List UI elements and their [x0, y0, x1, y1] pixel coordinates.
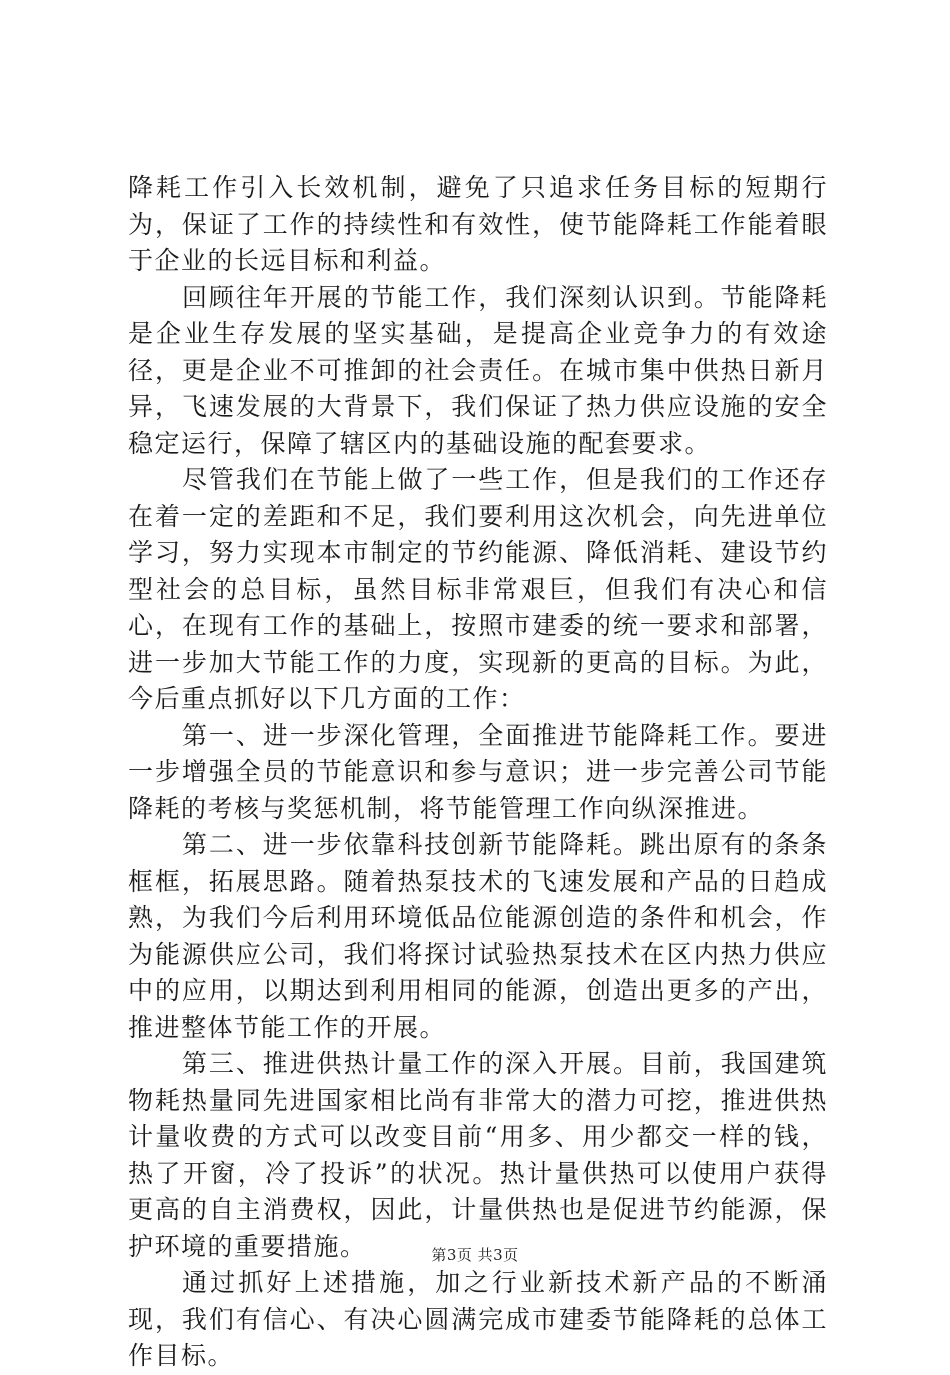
page-number: 第3页 共3页 [431, 1246, 519, 1264]
paragraph-shortcomings: 尽管我们在节能上做了一些工作，但是我们的工作还存在着一定的差距和不足，我们要利用这次机会，向先进单位学习，努力实现本市制定的节约能源、降低消耗、建设节约型社会的总目标，虽然目标非常艰巨，但我们有决心和信心，在现有工作的基础上，按照市建委的统一要求和部署，进一步加大节能工作的力度，实现新的更高的目标。为此，今后重点抓好以下几方面的工作： [128, 465, 828, 713]
paragraph-review: 回顾往年开展的节能工作，我们深刻认识到。节能降耗是企业生存发展的坚实基础，是提高企业竞争力的有效途径，更是企业不可推卸的社会责任。在城市集中供热日新月异，飞速发展的大背景下，我们保证了热力供应设施的安全稳定运行，保障了辖区内的基础设施的配套要求。 [128, 282, 828, 458]
paragraph-continuation: 降耗工作引入长效机制，避免了只追求任务目标的短期行为，保证了工作的持续性和有效性，使节能降耗工作能着眼于企业的长远目标和利益。 [128, 173, 828, 275]
paragraph-conclusion: 通过抓好上述措施，加之行业新技术新产品的不断涌现，我们有信心、有决心圆满完成市建委节能降耗的总体工作目标。 [128, 1268, 828, 1370]
paragraph-point-three: 第三、推进供热计量工作的深入开展。目前，我国建筑物耗热量同先进国家相比尚有非常大的潜力可挖，推进供热计量收费的方式可以改变目前“用多、用少都交一样的钱，热了开窗，冷了投诉”的状况。热计量供热可以使用户获得更高的自主消费权，因此，计量供热也是促进节约能源，保护环境的重要措施。 [128, 1049, 828, 1261]
document-body [128, 170, 828, 1375]
paragraph-point-one: 第一、进一步深化管理，全面推进节能降耗工作。要进一步增强全员的节能意识和参与意识；进一步完善公司节能降耗的考核与奖惩机制，将节能管理工作向纵深推进。 [128, 720, 828, 823]
paragraph-point-two: 第二、进一步依靠科技创新节能降耗。跳出原有的条条框框，拓展思路。随着热泵技术的飞速发展和产品的日趋成熟，为我们今后利用环境低品位能源创造的条件和机会，作为能源供应公司，我们将探讨试验热泵技术在区内热力供应中的应用，以期达到利用相同的能源，创造出更多的产出，推进整体节能工作的开展。 [128, 830, 828, 1042]
